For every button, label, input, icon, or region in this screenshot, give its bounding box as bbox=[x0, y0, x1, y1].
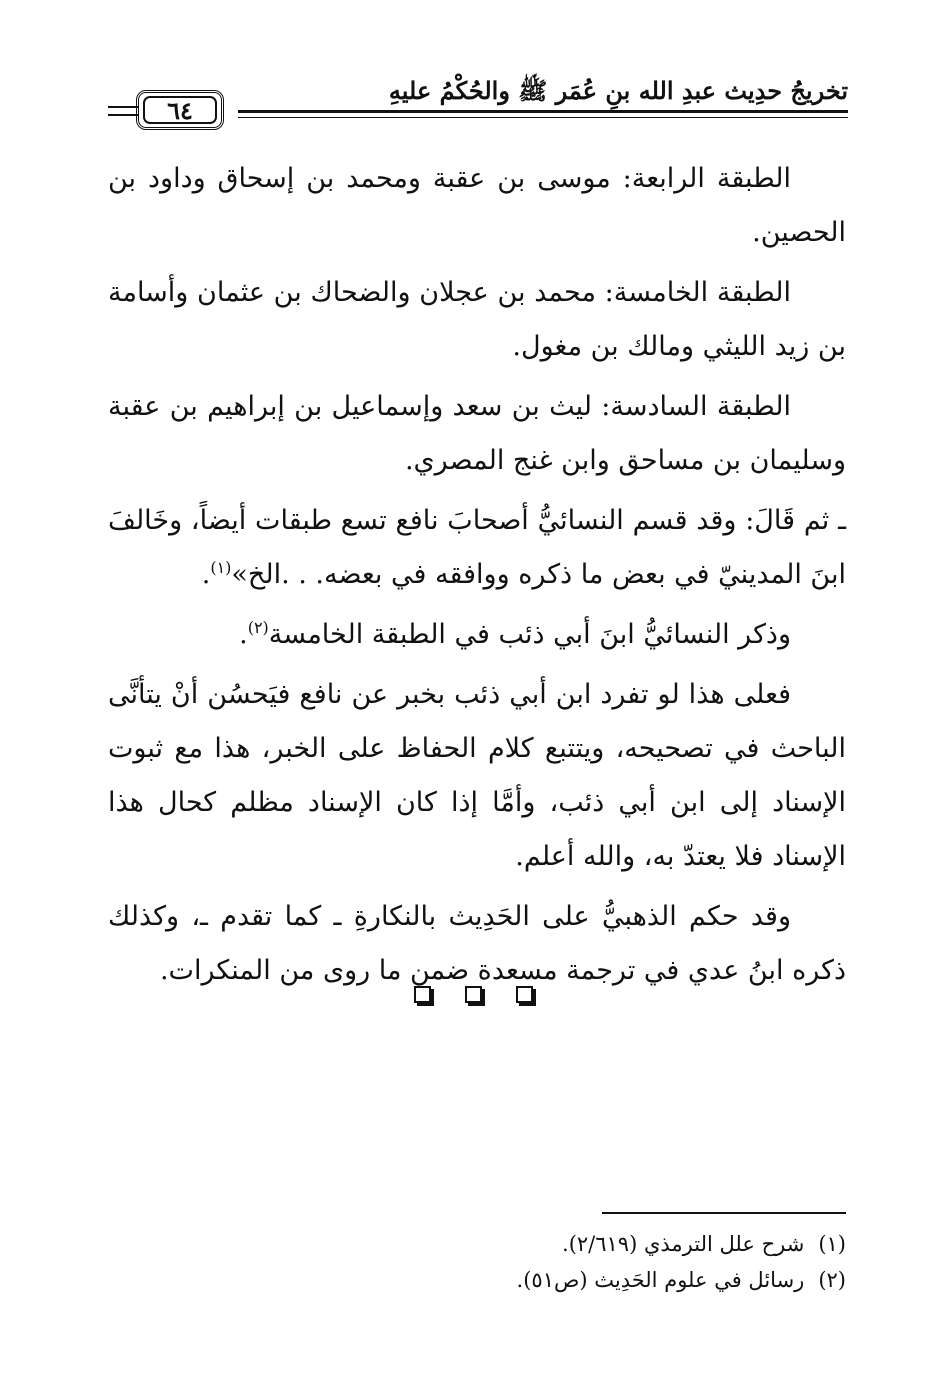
footnote-1 bbox=[246, 1226, 846, 1262]
nasai-end: . bbox=[239, 619, 248, 650]
paragraph-tabaqa-5: الطبقة الخامسة: محمد بن عجلان والضحاك بن عثمان وأسامة بن زيد الليثي ومالك بن مغول. bbox=[108, 277, 846, 362]
header-rule-thin bbox=[238, 117, 848, 118]
paragraph-dhahabi: وقد حكم الذهبيُّ على الحَدِيث بالنكارةِ ـ كما تقدم ـ، وكذلك ذكره ابنُ عدي في ترجمة مسعدة ضمن ما روى من المنكرات. bbox=[108, 901, 846, 986]
paragraph-nasai-quote bbox=[108, 494, 846, 602]
footnote-separator bbox=[602, 1212, 846, 1214]
quote-text: ـ ثم قَالَ: وقد قسم النسائيُّ أصحابَ نافع تسع طبقات أيضاً، وخَالفَ ابنَ المدينيّ في بعض ما ذكره ووافقه في بعضه. . .الخ» bbox=[108, 505, 846, 590]
footnote-ref-1[interactable]: (١) bbox=[210, 558, 232, 577]
running-title: تخريجُ حدِيث عبدِ الله بنِ عُمَر ﷺ والحُكْمُ عليهِ bbox=[388, 76, 848, 105]
footnotes bbox=[246, 1226, 846, 1298]
footnote-number: (٢) bbox=[818, 1268, 846, 1292]
header-rule bbox=[238, 110, 848, 113]
nasai-text: وذكر النسائيُّ ابنَ أبي ذئب في الطبقة الخامسة bbox=[268, 619, 791, 650]
footnote-2 bbox=[246, 1262, 846, 1298]
footnote-text: شرح علل الترمذي (٢/٦١٩). bbox=[562, 1232, 805, 1256]
paragraph-conclusion: فعلى هذا لو تفرد ابن أبي ذئب بخبر عن نافع فيَحسُن أنْ يتأنَّى الباحث في تصحيحه، ويتتبع كلام الحفاظ على الخبر، هذا مع ثبوت الإسناد إلى ابن أبي ذئب، وأمَّا إذا كان الإسناد مظلم كحال هذا الإسناد فلا يعتدّ به، والله أعلم. bbox=[108, 679, 846, 872]
page-header bbox=[108, 72, 848, 132]
section-break bbox=[0, 986, 946, 1003]
header-rule-left-bottom bbox=[108, 114, 138, 116]
square-ornament-icon bbox=[465, 986, 482, 1003]
footnote-text: رسائل في علوم الحَدِيث (ص٥١). bbox=[516, 1268, 805, 1292]
footnote-number: (١) bbox=[818, 1232, 846, 1256]
square-ornament-icon bbox=[414, 986, 431, 1003]
paragraph-tabaqa-6: الطبقة السادسة: ليث بن سعد وإسماعيل بن إبراهيم بن عقبة وسليمان بن مساحق وابن غنج المصري. bbox=[108, 391, 846, 476]
main-text bbox=[108, 152, 846, 998]
square-ornament-icon bbox=[516, 986, 533, 1003]
page-number: ٦٤ bbox=[167, 95, 193, 125]
paragraph-nasai-tabaqa bbox=[108, 608, 846, 662]
footnote-ref-2[interactable]: (٢) bbox=[247, 618, 269, 637]
paragraph-tabaqa-4: الطبقة الرابعة: موسى بن عقبة ومحمد بن إسحاق وداود بن الحصين. bbox=[108, 163, 846, 248]
header-rule-left-top bbox=[108, 106, 138, 108]
quote-end: . bbox=[201, 559, 211, 590]
page-number-frame bbox=[136, 90, 224, 130]
